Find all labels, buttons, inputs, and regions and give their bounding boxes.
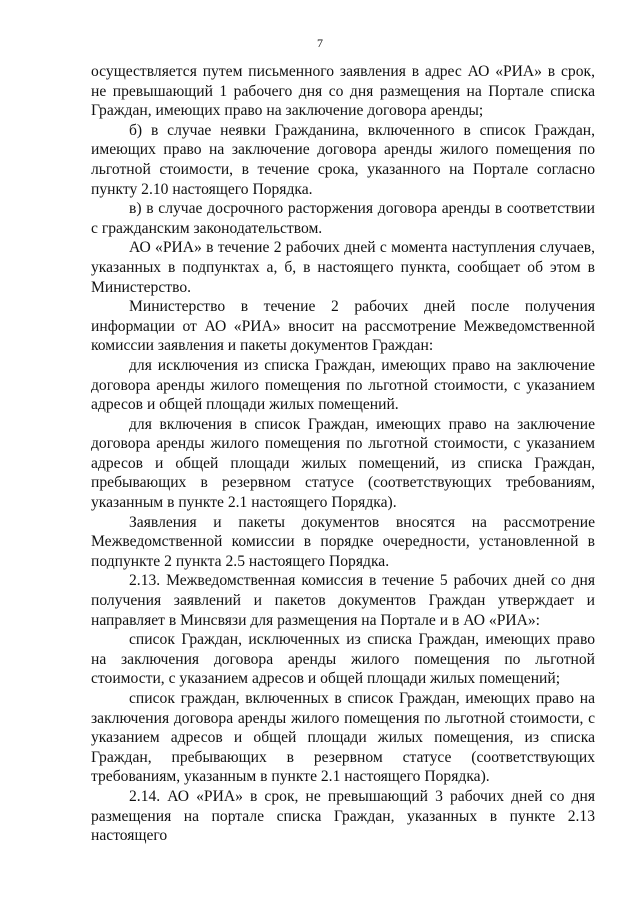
paragraph-inclusion: для включения в список Граждан, имеющих право на заключение договора аренды жилого помещения по льготной стоимости, с указанием адресов и общей площади жилых помещений, из списка Граждан, пребывающих в резервном статусе (соответствующих требованиям, указанным в пункте 2.1 настоящего Порядка). bbox=[91, 415, 595, 512]
paragraph-excluded-list: список Граждан, исключенных из списка Граждан, имеющих право на заключения договора аренды жилого помещения по льготной стоимости, с указанием адресов и общей площади жилых помещений; bbox=[91, 631, 595, 688]
document-body bbox=[91, 62, 595, 846]
paragraph-exclusion: для исключения из списка Граждан, имеющих право на заключение договора аренды жилого помещения по льготной стоимости, с указанием адресов и общей площади жилых помещений. bbox=[91, 356, 595, 414]
paragraph-ministry-submission: Министерство в течение 2 рабочих дней после получения информации от АО «РИА» вносит на рассмотрение Межведомственной комиссии заявления и пакеты документов Граждан: bbox=[91, 298, 595, 355]
paragraph-order-of-review: Заявления и пакеты документов вносятся на рассмотрение Межведомственной комиссии в порядке очередности, установленной в подпункте 2 пункта 2.5 настоящего Порядка. bbox=[91, 513, 595, 570]
paragraph-2-14: 2.14. АО «РИА» в срок, не превышающий 3 рабочих дней со дня размещения на портале списка Граждан, указанных в пункте 2.13 настоящего bbox=[91, 787, 595, 845]
paragraph-item-b: б) в случае неявки Гражданина, включенного в список Граждан, имеющих право на заключение договора аренды жилого помещения по льготной стоимости, в течение срока, указанного на Портале согласно пункту 2.10 настоящего Порядка. bbox=[91, 121, 595, 198]
paragraph-continuation: осуществляется путем письменного заявления в адрес АО «РИА» в срок, не превышающий 1 рабочего дня со дня размещения на Портале списка Граждан, имеющих право на заключение договора аренды; bbox=[91, 63, 595, 120]
paragraph-included-list: список граждан, включенных в список Граждан, имеющих право на заключения договора аренды жилого помещения по льготной стоимости, с указанием адресов и общей площади жилых помещения, из списка Граждан, пребывающих в резервном статусе (соответствующих требованиям, указанным в пункте 2.1 настоящего Порядка). bbox=[91, 690, 595, 786]
page-number: 7 bbox=[317, 36, 323, 50]
paragraph-ria-notice: АО «РИА» в течение 2 рабочих дней с момента наступления случаев, указанных в подпунктах а, б, в настоящего пункта, сообщает об этом в Министерство. bbox=[91, 239, 595, 296]
paragraph-2-13: 2.13. Межведомственная комиссия в течение 5 рабочих дней со дня получения заявлений и пакетов документов Граждан утверждает и направляет в Минсвязи для размещения на Портале и в АО «РИА»: bbox=[91, 572, 595, 629]
paragraph-item-v: в) в случае досрочного расторжения договора аренды в соответствии с гражданским законодательством. bbox=[91, 200, 595, 237]
